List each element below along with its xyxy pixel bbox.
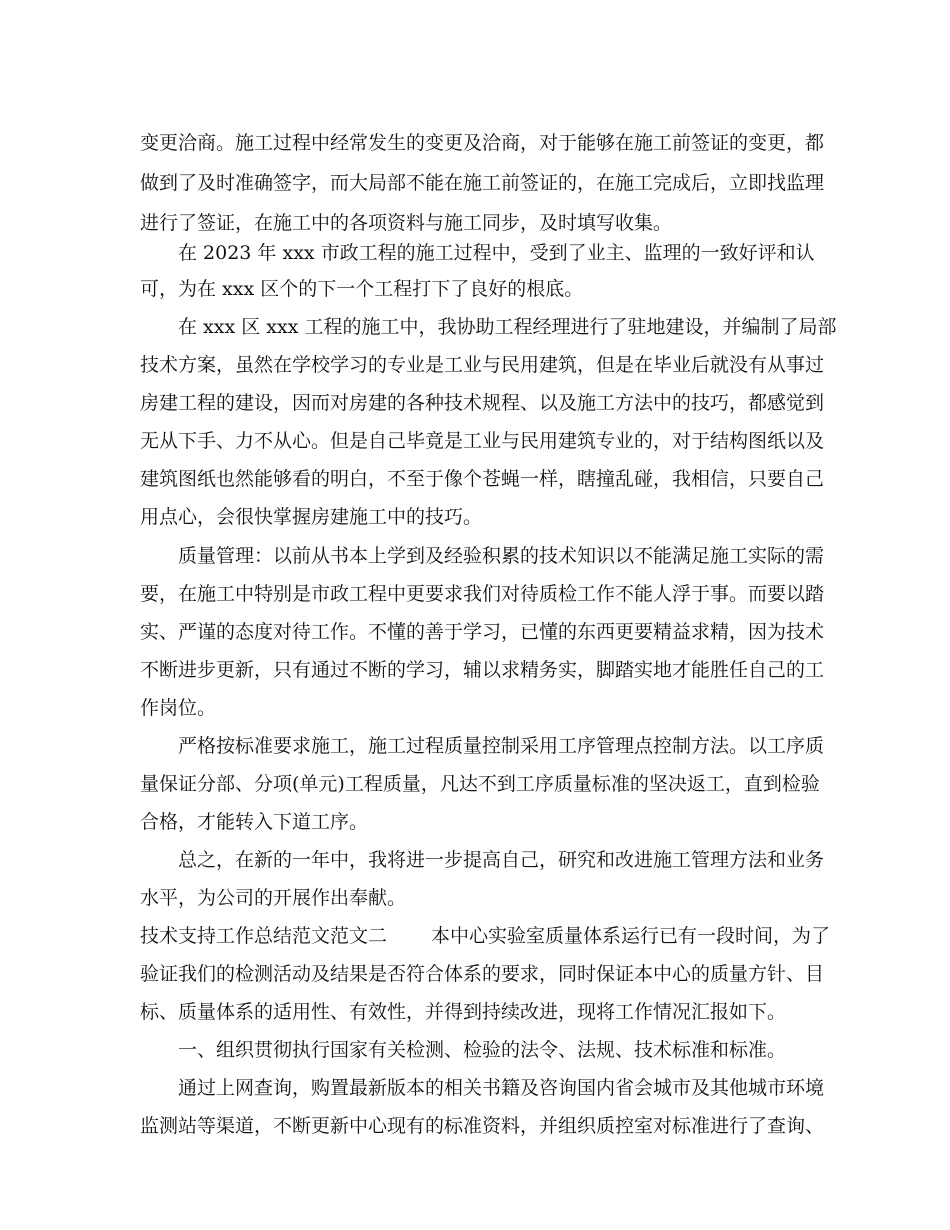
text-line: 在 xxx 区 xxx 工程的施工中，我协助工程经理进行了驻地建设，并编制了局部 bbox=[178, 316, 837, 338]
text-line: 监测站等渠道，不断更新中心现有的标准资料，并组织质控室对标准进行了查询、 bbox=[140, 1115, 825, 1137]
text-line: 质量管理：以前从书本上学到及经验积累的技术知识以不能满足施工实际的需 bbox=[178, 545, 825, 567]
text-line: 总之，在新的一年中，我将进一步提高自己，研究和改进施工管理方法和业务 bbox=[178, 849, 825, 871]
text-line: 实、严谨的态度对待工作。不懂的善于学习，已懂的东西更要精益求精，因为技术 bbox=[140, 621, 825, 643]
text-line: 要，在施工中特别是市政工程中更要求我们对待质检工作不能人浮于事。而要以踏 bbox=[140, 583, 825, 605]
section-intro: 本中心实验室质量体系运行已有一段时间，为了 bbox=[431, 925, 831, 947]
text-line: 量保证分部、分项(单元)工程质量，凡达不到工序质量标准的坚决返工，直到检验 bbox=[140, 773, 820, 795]
text-line: 可，为在 xxx 区个的下一个工程打下了良好的根底。 bbox=[140, 278, 584, 300]
text-line: 技术方案，虽然在学校学习的专业是工业与民用建筑，但是在毕业后就没有从事过 bbox=[140, 354, 825, 376]
text-line: 通过上网查询，购置最新版本的相关书籍及咨询国内省会城市及其他城市环境 bbox=[178, 1077, 825, 1099]
text-line: 验证我们的检测活动及结果是否符合体系的要求，同时保证本中心的质量方针、目 bbox=[140, 963, 825, 985]
text-line: 标、质量体系的适用性、有效性，并得到持续改进，现将工作情况汇报如下。 bbox=[140, 1001, 787, 1023]
text-line: 做到了及时准确签字，而大局部不能在施工前签证的，在施工完成后，立即找监理 bbox=[140, 172, 825, 194]
text-line: 变更洽商。施工过程中经常发生的变更及洽商，对于能够在施工前签证的变更，都 bbox=[140, 132, 825, 154]
text-line: 一、组织贯彻执行国家有关检测、检验的法令、法规、技术标准和标准。 bbox=[178, 1039, 787, 1061]
text-line: 不断进步更新，只有通过不断的学习，辅以求精务实，脚踏实地才能胜任自己的工 bbox=[140, 659, 825, 681]
text-line: 作岗位。 bbox=[140, 697, 217, 719]
text-line: 无从下手、力不从心。但是自己毕竟是工业与民用建筑专业的，对于结构图纸以及 bbox=[140, 430, 825, 452]
text-line: 用点心，会很快掌握房建施工中的技巧。 bbox=[140, 506, 483, 528]
text-line: 建筑图纸也然能够看的明白，不至于像个苍蝇一样，瞎撞乱碰，我相信，只要自己 bbox=[140, 468, 825, 490]
text-line: 水平，为公司的开展作出奉献。 bbox=[140, 887, 407, 909]
section-heading-line bbox=[140, 921, 831, 951]
section-title: 技术支持工作总结范文范文二 bbox=[140, 925, 388, 947]
text-line: 严格按标准要求施工，施工过程质量控制采用工序管理点控制方法。以工序质 bbox=[178, 735, 825, 757]
text-line: 进行了签证，在施工中的各项资料与施工同步，及时填写收集。 bbox=[140, 212, 673, 234]
text-line: 在 2023 年 xxx 市政工程的施工过程中，受到了业主、监理的一致好评和认 bbox=[178, 242, 815, 264]
text-line: 房建工程的建设，因而对房建的各种技术规程、以及施工方法中的技巧，都感觉到 bbox=[140, 392, 825, 414]
text-line: 合格，才能转入下道工序。 bbox=[140, 811, 369, 833]
